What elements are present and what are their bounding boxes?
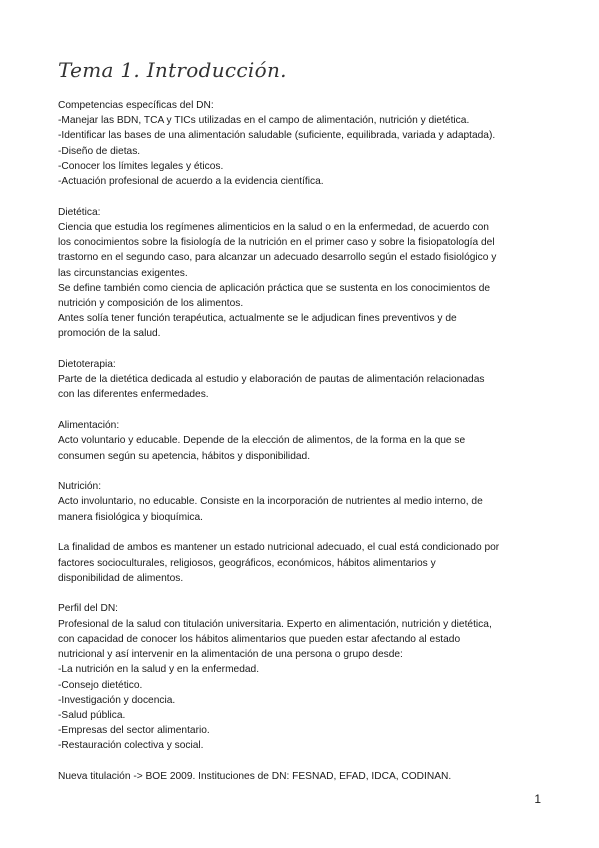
- section-perfil: [58, 601, 548, 753]
- document-body: [58, 98, 548, 800]
- list-item: -Manejar las BDN, TCA y TICs utilizadas en el campo de alimentación, nutrición y dietética.: [58, 115, 470, 127]
- section-heading: Dietética:: [58, 206, 101, 218]
- paragraph-line: La finalidad de ambos es mantener un estado nutricional adecuado, el cual está condicionado por: [58, 542, 500, 554]
- paragraph-line: manera fisiológica y bioquímica.: [58, 511, 203, 523]
- section-nutricion: [58, 479, 548, 525]
- list-item: -Empresas del sector alimentario.: [58, 725, 210, 737]
- paragraph-line: consumen según su apetencia, hábitos y disponibilidad.: [58, 450, 311, 462]
- section-heading: Competencias específicas del DN:: [58, 100, 214, 111]
- list-item: -Salud pública.: [58, 709, 126, 721]
- paragraph-line: los conocimientos sobre la fisiología de la nutrición en el primer caso y sobre la fisiopatología del: [58, 237, 495, 249]
- section-competencias: [58, 98, 548, 189]
- list-item: -Actuación profesional de acuerdo a la evidencia científica.: [58, 176, 324, 188]
- paragraph-line: Acto involuntario, no educable. Consiste en la incorporación de nutrientes al medio interno, de: [58, 496, 483, 508]
- list-item: -Diseño de dietas.: [58, 145, 141, 157]
- section-dietoterapia: [58, 357, 548, 403]
- paragraph-line: trastorno en el segundo caso, para alcanzar un adecuado desarrollo según el estado fisiológico y: [58, 252, 497, 264]
- paragraph-line: promoción de la salud.: [58, 328, 161, 340]
- section-finalidad: [58, 540, 548, 586]
- section-footer-note: [58, 769, 548, 784]
- footer-note: Nueva titulación -> BOE 2009. Instituciones de DN: FESNAD, EFAD, IDCA, CODINAN.: [58, 771, 452, 783]
- paragraph-line: con capacidad de conocer los hábitos alimentarios que pueden estar afectando al estado: [58, 633, 461, 645]
- list-item: -Consejo dietético.: [58, 679, 143, 691]
- section-dietetica: [58, 205, 548, 342]
- list-item: -Conocer los límites legales y éticos.: [58, 160, 224, 172]
- section-heading: Dietoterapia:: [58, 359, 116, 371]
- paragraph-line: Parte de la dietética dedicada al estudio y elaboración de pautas de alimentación relacionadas: [58, 374, 485, 386]
- paragraph-line: factores socioculturales, religiosos, geográficos, económicos, hábitos alimentarios y: [58, 557, 436, 569]
- paragraph-line: nutricional y así intervenir en la alimentación de una persona o grupo desde:: [58, 649, 403, 661]
- paragraph-line: Ciencia que estudia los regímenes alimenticios en la salud o en la enfermedad, de acuerdo con: [58, 221, 489, 233]
- section-heading: Nutrición:: [58, 481, 102, 493]
- section-heading: Alimentación:: [58, 420, 120, 432]
- page-title: Tema 1. Introducción.: [58, 58, 287, 82]
- paragraph-line: Antes solía tener función terapéutica, actualmente se le adjudican fines preventivos y de: [58, 313, 457, 325]
- paragraph-line: nutrición y composición de los alimentos.: [58, 297, 244, 309]
- paragraph-line: con las diferentes enfermedades.: [58, 389, 209, 401]
- paragraph-line: Acto voluntario y educable. Depende de la elección de alimentos, de la forma en la que se: [58, 435, 466, 447]
- list-item: -Investigación y docencia.: [58, 694, 176, 706]
- paragraph-line: Profesional de la salud con titulación universitaria. Experto en alimentación, nutrición y dietética,: [58, 618, 492, 630]
- paragraph-line: las circunstancias exigentes.: [58, 267, 188, 279]
- section-alimentacion: [58, 418, 548, 464]
- list-item: -La nutrición en la salud y en la enfermedad.: [58, 664, 260, 676]
- paragraph-line: disponibilidad de alimentos.: [58, 572, 184, 584]
- page-number: 1: [534, 792, 541, 806]
- paragraph-line: Se define también como ciencia de aplicación práctica que se sustenta en los conocimientos de: [58, 282, 491, 294]
- section-heading: Perfil del DN:: [58, 603, 119, 615]
- list-item: -Identificar las bases de una alimentación saludable (suficiente, equilibrada, variada y adaptada).: [58, 130, 496, 142]
- list-item: -Restauración colectiva y social.: [58, 740, 204, 752]
